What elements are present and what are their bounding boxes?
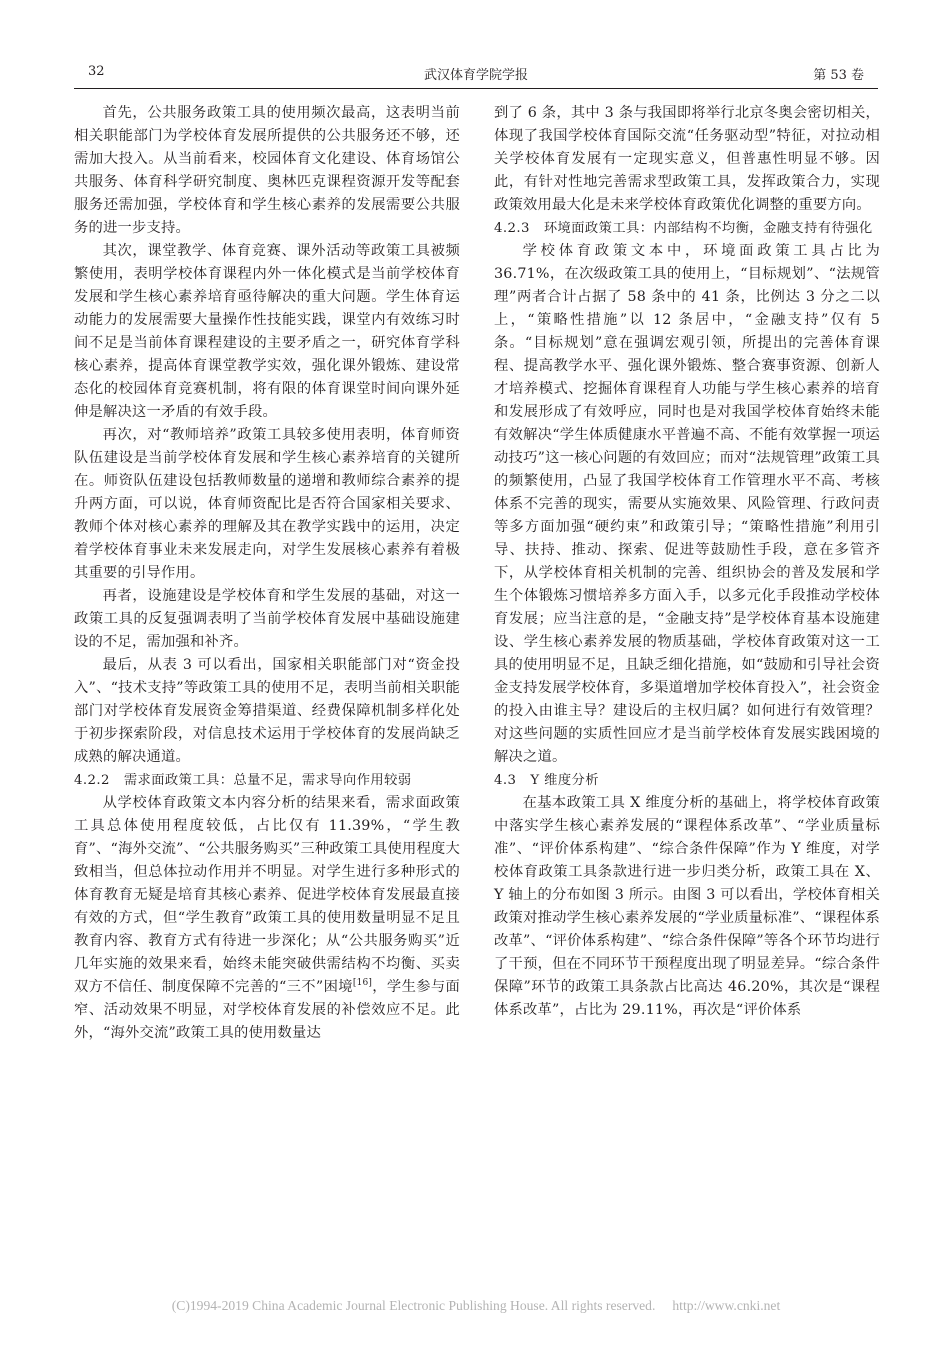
- section-title: 需求面政策工具：总量不足，需求导向作用较弱: [123, 773, 412, 788]
- paragraph: 学校体育政策文本中，环境面政策工具占比为 36.71%，在次级政策工具的使用上，“目标规划”、“法规管理”两者合计占据了 58 条中的 41 条，比例达 3 分之二以上，“策略性措施”以 12 条居中，“金融支持”仅有 5 条。“目标规划”意在强调宏观引领，所提出的完善体育课程、提高教学水平、强化课外锻炼、整合赛事资源、创新人才培养模式、挖掘体育课程育人功能与学生核心素养的培育和发展形成了有效呼应，同时也是对我国学校体育始终未能有效解决“学生体质健康水平普遍不高、不能有效掌握一项运动技巧”这一核心问题的有效回应；而对“法规管理”政策工具的频繁使用，凸显了我国学校体育工作管理水平不高、考核体系不完善的现实，需要从实施效果、风险管理、行政问责等多方面加强“硬约束”和政策引导；“策略性措施”利用引导、扶持、推动、探索、促进等鼓励性手段，意在多管齐下，从学校体育相关机制的完善、组织协会的普及发展和学生个体锻炼习惯培养多方面入手，以多元化手段推动学校体育发展；应当注意的是，“金融支持”是学校体育基本设施建设、学生核心素养发展的物质基础，学校体育政策对这一工具的使用明显不足，且缺乏细化措施，如“鼓励和引导社会资金支持发展学校体育，多渠道增加学校体育投入”，社会资金的投入由谁主导？建设后的主权归属？如何进行有效管理？对这些问题的实质性回应才是当前学校体育发展实践困境的解决之道。: [494, 243, 880, 765]
- journal-title: 武汉体育学院学报: [423, 68, 528, 83]
- page-number: 32: [88, 64, 105, 79]
- paragraph-text: 从学校体育政策文本内容分析的结果来看，需求面政策工具总体使用程度较低，占比仅有 11.39%，“学生教育”、“海外交流”、“公共服务购买”三种政策工具使用程度大致相当，但总体拉动作用并不明显。对学生进行多种形式的体育教育无疑是培育其核心素养、促进学校体育发展最直接有效的方式，但“学生教育”政策工具的使用数量明显不足且教育内容、教育方式有待进一步深化；从“公共服务购买”近几年实施的效果来看，始终未能突破供需结构不均衡、买卖双方不信任、制度保障不完善的“三不”困境: [74, 795, 460, 995]
- volume-label: 第 53 卷: [813, 68, 864, 83]
- paragraph: 再次，对“教师培养”政策工具较多使用表明，体育师资队伍建设是当前学校体育发展和学生核心素养培育的关键所在。师资队伍建设包括教师数量的递增和教师综合素养的提升两方面，可以说，体育师资配比是否符合国家相关要求、教师个体对核心素养的理解及其在教学实践中的运用，决定着学校体育事业未来发展走向，对学生发展核心素养有着极其重要的引导作用。: [74, 427, 460, 581]
- running-header: [74, 60, 878, 89]
- paragraph: 首先，公共服务政策工具的使用频次最高，这表明当前相关职能部门为学校体育发展所提供的公共服务还不够，还需加大投入。从当前看来，校园体育文化建设、体育场馆公共服务、体育科学研究制度、奥林匹克课程资源开发等配套服务还需加强，学校体育和学生核心素养的发展需要公共服务的进一步支持。: [74, 105, 460, 236]
- paragraph: 在基本政策工具 X 维度分析的基础上，将学校体育政策中落实学生核心素养发展的“课程体系改革”、“学业质量标准”、“评价体系构建”、“综合条件保障”作为 Y 维度，对学校体育政策工具条款进行进一步归类分析，政策工具在 X、Y 轴上的分布如图 3 所示。由图 3 可以看出，学校体育相关政策对推动学生核心素养发展的“学业质量标准”、“课程体系改革”、“评价体系构建”、“综合条件保障”等各个环节均进行了干预，但在不同环节干预程度出现了明显差异。“综合条件保障”环节的政策工具条款占比高达 46.20%，其次是“课程体系改革”，占比为 29.11%，再次是“评价体系: [494, 795, 880, 1018]
- paragraph: 再者，设施建设是学校体育和学生发展的基础，对这一政策工具的反复强调表明了当前学校体育发展中基础设施建设的不足，需加强和补齐。: [74, 588, 460, 650]
- citation-ref[interactable]: [16]: [352, 978, 373, 989]
- section-heading-4-2-3: [494, 217, 880, 240]
- section-number: 4.2.2: [74, 773, 110, 788]
- section-title: Y 维度分析: [530, 773, 599, 788]
- left-column: [74, 102, 460, 1045]
- copyright-text: (C)1994-2019 China Academic Journal Electronic Publishing House. All rights reserved.: [171, 1298, 656, 1313]
- paragraph-text: ，学生参与面窄、活动效果不明显，对学校体育发展的补偿效应不足。此外，“海外交流”政策工具的使用数量达: [74, 979, 460, 1041]
- right-column: [494, 102, 880, 1022]
- paragraph: 其次，课堂教学、体育竞赛、课外活动等政策工具被频繁使用，表明学校体育课程内外一体化模式是当前学校体育发展和学生核心素养培育亟待解决的重大问题。学生体育运动能力的发展需要大量操作性技能实践，课堂内有效练习时间不足是当前体育课程建设的主要矛盾之一，研究体育学科核心素养，提高体育课堂教学实效，强化课外锻炼、建设常态化的校园体育竞赛机制，将有限的体育课堂时间向课外延伸是解决这一矛盾的有效手段。: [74, 243, 460, 420]
- section-title: 环境面政策工具：内部结构不均衡，金融支持有待强化: [543, 221, 873, 236]
- section-number: 4.2.3: [494, 221, 530, 236]
- paragraph: [74, 792, 460, 1045]
- copyright-footer: [0, 1298, 952, 1314]
- paragraph: 最后，从表 3 可以看出，国家相关职能部门对“资金投入”、“技术支持”等政策工具的使用不足，表明当前相关职能部门对学校体育发展资金筹措渠道、经费保障机制多样化处于初步探索阶段，对信息技术运用于学校体育的发展尚缺乏成熟的解决通道。: [74, 657, 460, 765]
- cnki-link[interactable]: http://www.cnki.net: [672, 1298, 781, 1313]
- section-number: 4.3: [494, 773, 517, 788]
- section-heading-4-3: [494, 769, 880, 792]
- section-heading-4-2-2: [74, 769, 460, 792]
- paragraph: 到了 6 条，其中 3 条与我国即将举行北京冬奥会密切相关，体现了我国学校体育国际交流“任务驱动型”特征，对拉动相关学校体育发展有一定现实意义，但普惠性明显不够。因此，有针对性地完善需求型政策工具，发挥政策合力，实现政策效用最大化是未来学校体育政策优化调整的重要方向。: [494, 105, 880, 213]
